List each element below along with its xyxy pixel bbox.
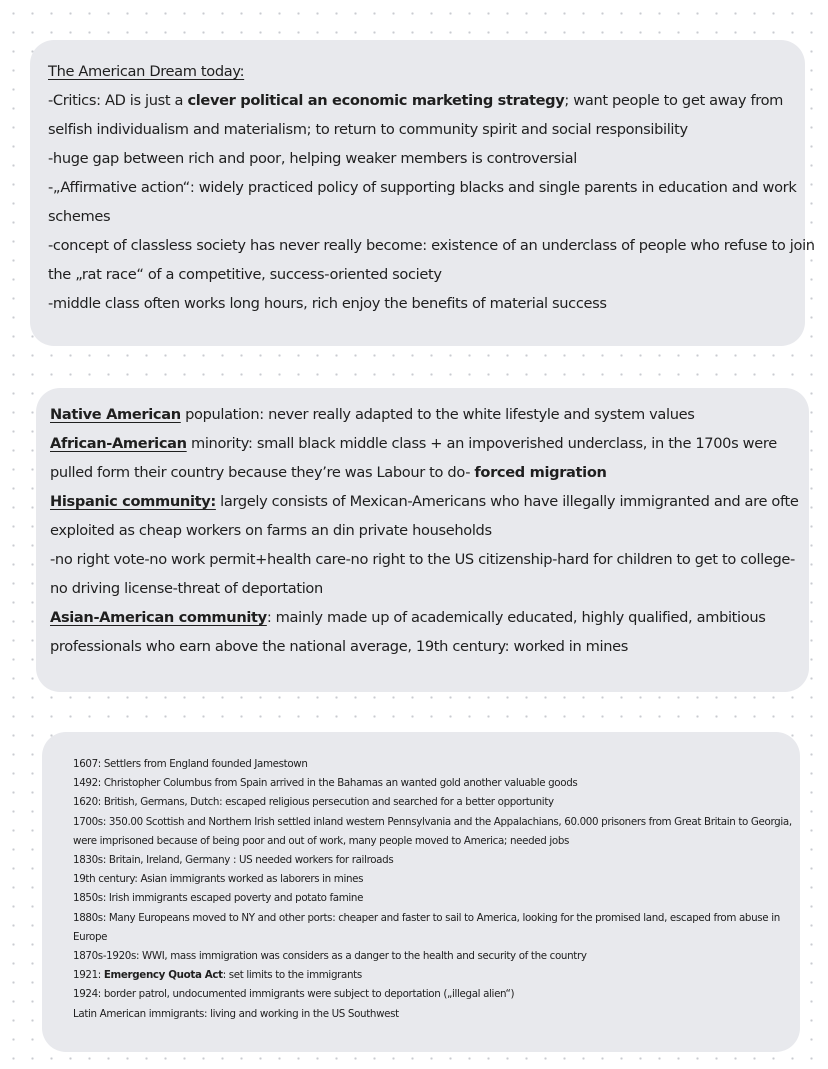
asian-american-line: Asian-American community: mainly made up of academically educated, highly qualified, ambitious <box>50 609 766 626</box>
text-line: -no right vote-no work permit+health care-no right to the US citizenship-hard for children to get to college- <box>50 551 795 568</box>
timeline-entry: 1492: Christopher Columbus from Spain arrived in the Bahamas an wanted gold another valuable goods <box>73 777 578 790</box>
critics-line: -Critics: AD is just a clever political an economic marketing strategy; want people to get away from <box>48 92 784 109</box>
text-line: -middle class often works long hours, rich enjoy the benefits of material success <box>48 295 607 312</box>
text-line: the „rat race“ of a competitive, success-oriented society <box>48 266 442 283</box>
timeline-entry: 1921: Emergency Quota Act: set limits to the immigrants <box>73 969 362 982</box>
native-american-line: Native American population: never really adapted to the white lifestyle and system values <box>50 406 695 423</box>
text-line: -concept of classless society has never really become: existence of an underclass of people who refuse to join <box>48 237 815 254</box>
text-line: professionals who earn above the national average, 19th century: worked in mines <box>50 638 629 655</box>
timeline-entry: were imprisoned because of being poor and out of work, many people moved to America; needed jobs <box>73 834 570 847</box>
timeline-entry: Europe <box>73 930 108 943</box>
african-american-line-2: pulled form their country because they’re was Labour to do- forced migration <box>50 464 607 481</box>
text-line: -„Affirmative action“: widely practiced policy of supporting blacks and single parents in education and work <box>48 179 797 196</box>
text-line: no driving license-threat of deportation <box>50 580 323 597</box>
timeline-entry: 1870s-1920s: WWI, mass immigration was considers as a danger to the health and security of the country <box>73 950 587 963</box>
timeline-entry: 1607: Settlers from England founded Jamestown <box>73 758 308 770</box>
text-line: selfish individualism and materialism; to return to community spirit and social responsibility <box>48 121 688 138</box>
immigration-timeline-card <box>42 732 800 1052</box>
hispanic-line: Hispanic community: largely consists of Mexican-Americans who have illegally immigranted and are ofte <box>50 493 799 510</box>
section-title: The American Dream today: <box>48 63 245 80</box>
text-line: -huge gap between rich and poor, helping weaker members is controversial <box>48 150 577 167</box>
timeline-entry: 1924: border patrol, undocumented immigrants were subject to deportation („illegal alien“) <box>73 988 515 1001</box>
african-american-line: African-American minority: small black middle class + an impoverished underclass, in the 1700s were <box>50 435 777 452</box>
timeline-entry: 1830s: Britain, Ireland, Germany : US needed workers for railroads <box>73 854 394 867</box>
timeline-entry: 1880s: Many Europeans moved to NY and other ports: cheaper and faster to sail to America, looking for the promised land, escaped from abuse in <box>73 911 780 924</box>
minorities-card <box>36 388 809 692</box>
text-line: schemes <box>48 208 111 225</box>
timeline-entry: 1620: British, Germans, Dutch: escaped religious persecution and searched for a better opportunity <box>73 796 554 809</box>
american-dream-card <box>30 40 815 346</box>
text-line: exploited as cheap workers on farms an din private households <box>50 522 492 539</box>
timeline-entry: Latin American immigrants: living and working in the US Southwest <box>73 1007 399 1020</box>
timeline-entry: 1850s: Irish immigrants escaped poverty and potato famine <box>73 892 364 905</box>
timeline-entry: 19th century: Asian immigrants worked as laborers in mines <box>73 873 364 886</box>
timeline-entry: 1700s: 350.00 Scottish and Northern Irish settled inland western Pennsylvania and the Appalachians, 60.000 prisoners from Great Britain to Georgia, <box>73 815 792 828</box>
